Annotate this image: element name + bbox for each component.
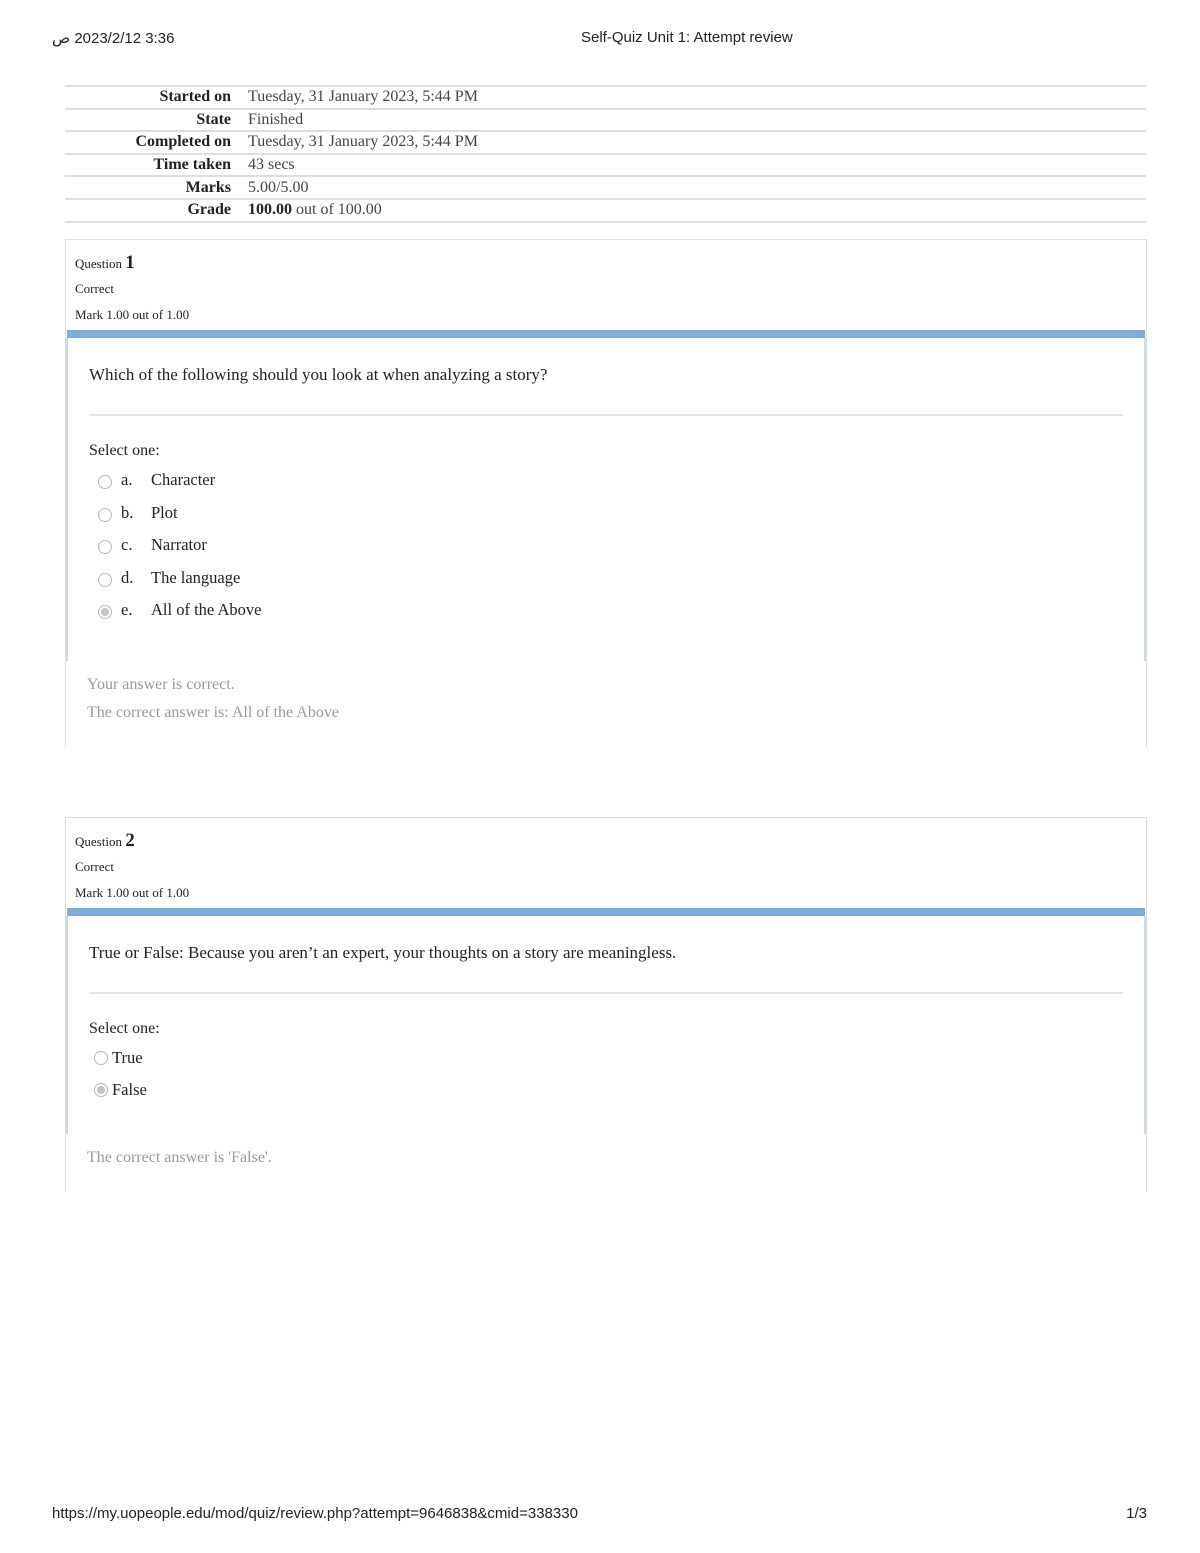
radio-button[interactable] (94, 1051, 108, 1065)
question-state: Correct (75, 859, 114, 874)
question-word: Question (75, 256, 122, 271)
divider (89, 992, 1123, 994)
radio-button[interactable] (98, 540, 112, 554)
option-label: True (112, 1048, 143, 1068)
radio-button[interactable] (98, 475, 112, 489)
summary-row (65, 176, 1146, 199)
summary-value: Finished (248, 109, 1146, 132)
question-feedback (66, 661, 1146, 747)
summary-label: State (65, 109, 248, 132)
question-2 (65, 817, 1147, 1192)
option-label: The language (151, 567, 241, 587)
select-one-prompt: Select one: (89, 1020, 160, 1037)
print-header (0, 29, 1200, 49)
summary-label: Completed on (65, 131, 248, 154)
print-footer (0, 1505, 1200, 1525)
correct-answer-line: The correct answer is 'False'. (87, 1149, 272, 1166)
summary-row (65, 199, 1146, 222)
option-letter: d. (121, 567, 134, 587)
question-number-line (75, 250, 1137, 276)
radio-button[interactable] (98, 573, 112, 587)
summary-label: Time taken (65, 154, 248, 177)
radio-button-selected[interactable] (98, 605, 112, 619)
summary-value (248, 199, 1146, 222)
option-letter: a. (121, 470, 133, 490)
question-info (66, 818, 1146, 908)
question-number-line (75, 828, 1137, 854)
option-letter: c. (121, 535, 133, 555)
summary-label: Marks (65, 176, 248, 199)
summary-row (65, 86, 1146, 109)
answer-option[interactable] (89, 1075, 1123, 1105)
question-number: 2 (125, 830, 135, 851)
page-number: 1/3 (1126, 1505, 1147, 1522)
option-label: Character (151, 470, 216, 490)
answer-option[interactable] (89, 562, 1123, 595)
radio-button-selected[interactable] (94, 1083, 108, 1097)
radio-button[interactable] (98, 508, 112, 522)
summary-value: 5.00/5.00 (248, 176, 1146, 199)
summary-value: Tuesday, 31 January 2023, 5:44 PM (248, 86, 1146, 109)
summary-label: Grade (65, 199, 248, 222)
page-url: https://my.uopeople.edu/mod/quiz/review.php?attempt=9646838&cmid=338330 (52, 1505, 578, 1522)
question-state: Correct (75, 281, 114, 296)
question-info (66, 240, 1146, 330)
question-text: True or False: Because you aren’t an expert, your thoughts on a story are meaningless. (89, 943, 677, 962)
question-1 (65, 239, 1147, 747)
grade-value: 100.00 (248, 201, 292, 219)
grade-out-of: out of 100.00 (292, 201, 382, 219)
answer-option[interactable] (89, 594, 1123, 627)
answer-option[interactable] (89, 529, 1123, 562)
question-mark: Mark 1.00 out of 1.00 (75, 885, 190, 900)
option-label: Narrator (151, 535, 207, 555)
question-divider-bar (67, 908, 1145, 916)
divider (89, 414, 1123, 416)
question-divider-bar (67, 330, 1145, 338)
option-label: Plot (151, 502, 178, 522)
attempt-summary-table (65, 85, 1146, 223)
summary-label: Started on (65, 86, 248, 109)
option-label: All of the Above (151, 600, 262, 620)
print-page-title: Self-Quiz Unit 1: Attempt review (581, 29, 793, 46)
question-feedback (66, 1134, 1146, 1192)
feedback-line: Your answer is correct. (87, 676, 235, 693)
question-formulation (66, 338, 1146, 661)
summary-value: Tuesday, 31 January 2023, 5:44 PM (248, 131, 1146, 154)
option-label: False (112, 1079, 147, 1099)
question-number: 1 (125, 252, 135, 273)
answer-options (89, 464, 1123, 627)
answer-option[interactable] (89, 464, 1123, 497)
summary-row (65, 154, 1146, 177)
option-letter: e. (121, 600, 133, 620)
summary-row (65, 131, 1146, 154)
print-datetime: 3:36 2023/2/12 ص (52, 30, 175, 47)
summary-row (65, 109, 1146, 132)
question-mark: Mark 1.00 out of 1.00 (75, 307, 190, 322)
answer-options (89, 1042, 1123, 1105)
question-text: Which of the following should you look at when analyzing a story? (89, 365, 548, 384)
correct-answer-line: The correct answer is: All of the Above (87, 704, 339, 721)
option-letter: b. (121, 502, 134, 522)
select-one-prompt: Select one: (89, 442, 160, 459)
summary-value: 43 secs (248, 154, 1146, 177)
question-word: Question (75, 834, 122, 849)
answer-option[interactable] (89, 1042, 1123, 1075)
question-formulation (66, 916, 1146, 1134)
answer-option[interactable] (89, 497, 1123, 530)
